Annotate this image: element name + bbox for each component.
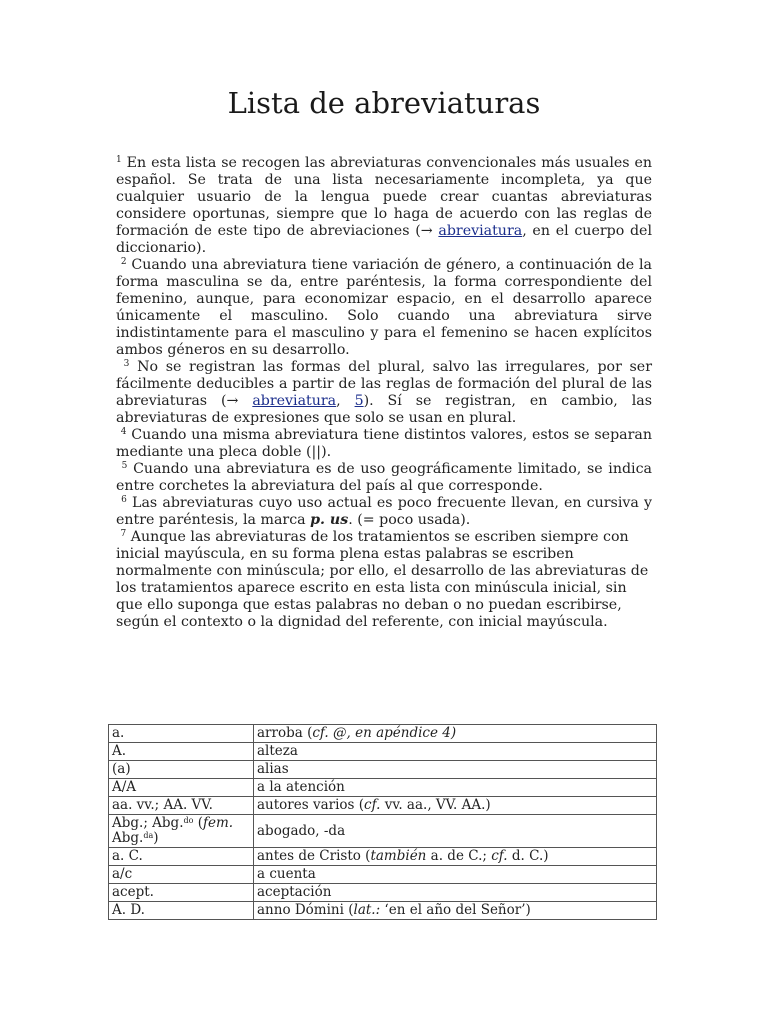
table-row [109,725,657,743]
meaning-cell: abogado, -da [254,815,657,848]
usage-mark: p. us [310,512,349,528]
note-6 [116,495,652,529]
meaning-cell: arroba (cf. @, en apéndice 4) [254,725,657,743]
note-text: Cuando una abreviatura tiene variación de género, a continuación de la forma masculina se da, entre paréntesis, la forma correspondiente del femenino, aunque, para economizar espacio, en el desarrollo aparece únicamente el masculino. Solo cuando una abreviatura sirve indistintamente para el masculino y para el femenino se hacen explícitos ambos géneros en su desarrollo. [116,257,652,358]
table-row [109,848,657,866]
note-1 [116,155,652,257]
note-text: Cuando una misma abreviatura tiene distintos valores, estos se separan mediante una pleca doble (||). [116,427,652,460]
note-number: 3 [123,359,130,369]
note-number: 1 [116,155,122,165]
abbr-cell: A. D. [109,902,254,920]
link-section-5[interactable]: 5 [354,393,364,409]
abbr-cell: Abg.; Abg.$^{do}$ (fem. Abg.$^{da}$) [109,815,254,848]
table-row [109,866,657,884]
note-number: 7 [120,529,127,539]
meaning-cell: alteza [254,743,657,761]
meaning-cell: antes de Cristo (también a. de C.; cf. d. C.) [254,848,657,866]
note-number: 6 [121,495,127,505]
abbr-cell: acept. [109,884,254,902]
meaning-cell: autores varios (cf. vv. aa., VV. AA.) [254,797,657,815]
intro-notes [116,155,652,631]
link-abreviatura[interactable]: abreviatura [438,223,523,239]
abbr-cell: aa. vv.; AA. VV. [109,797,254,815]
note-text: , en el cuerpo del diccionario). [116,223,652,256]
table-row [109,743,657,761]
note-3 [116,359,652,427]
note-number: 5 [121,461,128,471]
note-number: 4 [120,427,127,437]
note-number: 2 [120,257,127,267]
table-row [109,815,657,848]
note-5 [116,461,652,495]
table-row [109,797,657,815]
meaning-cell: alias [254,761,657,779]
note-text: Aunque las abreviaturas de los tratamientos se escriben siempre con inicial mayúscula, en su forma plena estas palabras se escriben normalmente con minúscula; por ello, el desarrollo de las abreviaturas de los tratamientos aparece escrito en esta lista con minúscula inicial, sin que ello suponga que estas palabras no deban o no puedan escribirse, según el contexto o la dignidad del referente, con inicial mayúscula. [116,529,649,630]
table-row [109,779,657,797]
abbreviations-table [108,724,657,920]
meaning-cell: a la atención [254,779,657,797]
meaning-cell: anno Dómini (lat.: ‘en el año del Señor’) [254,902,657,920]
note-text: Las abreviaturas cuyo uso actual es poco frecuente llevan, en cursiva y entre paréntesis, la marca [116,495,652,528]
note-2 [116,257,652,359]
table-row [109,902,657,920]
abbr-cell: A/A [109,779,254,797]
table-row [109,761,657,779]
meaning-cell: a cuenta [254,866,657,884]
note-text: Cuando una abreviatura es de uso geográficamente limitado, se indica entre corchetes la abreviatura del país al que corresponde. [116,461,652,494]
note-7 [116,529,652,631]
abbr-cell: a. [109,725,254,743]
page-title: Lista de abreviaturas [227,86,541,120]
note-text: , [336,393,355,409]
note-text: . (= poco usada). [348,512,471,528]
abbr-cell: (a) [109,761,254,779]
link-abreviatura[interactable]: abreviatura [252,393,337,409]
abbr-cell: A. [109,743,254,761]
note-4 [116,427,652,461]
table-row [109,884,657,902]
meaning-cell: aceptación [254,884,657,902]
abbr-cell: a/c [109,866,254,884]
note-text: No se registran las formas del plural, salvo las irregulares, por ser fácilmente deducibles a partir de las reglas de formación del plural de las abreviaturas (→ [116,359,652,409]
note-text: En esta lista se recogen las abreviaturas convencionales más usuales en español. Se trata de una lista necesariamente incompleta, ya que cualquier usuario de la lengua puede crear cuantas abreviaturas considere oportunas, siempre que lo haga de acuerdo con las reglas de formación de este tipo de abreviaciones (→ [116,155,652,239]
note-text: ). Sí se registran, en cambio, las abreviaturas de expresiones que solo se usan en plural. [116,393,652,426]
abbr-cell: a. C. [109,848,254,866]
